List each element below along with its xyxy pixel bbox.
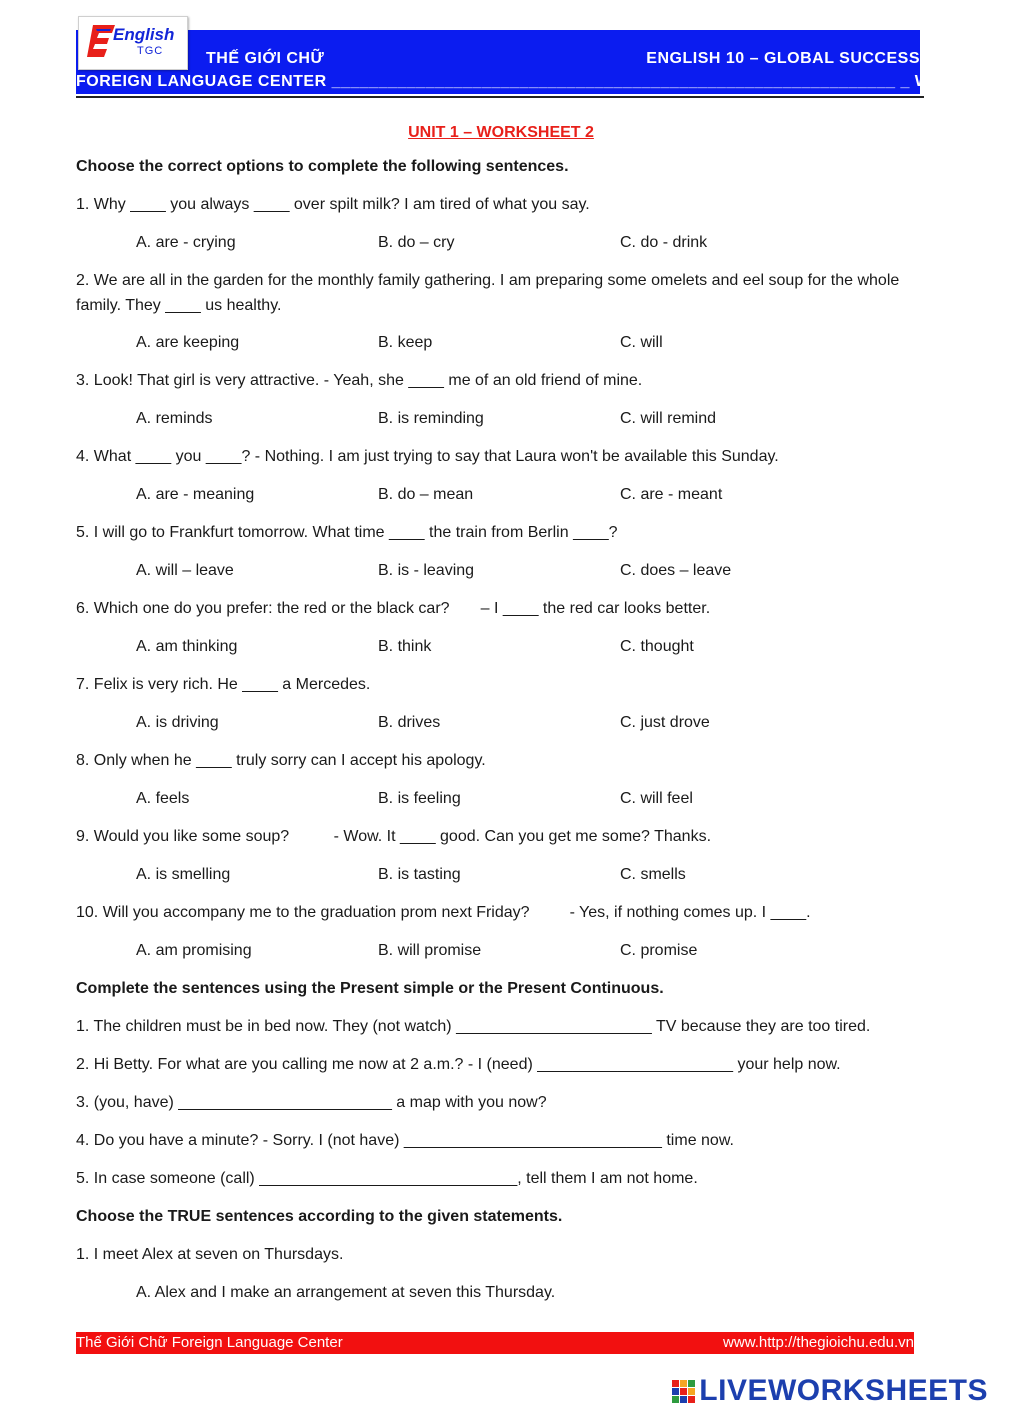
option-b[interactable]: B. do – cry (378, 234, 455, 251)
page-footer (76, 1332, 914, 1354)
options-9 (76, 856, 926, 894)
options-10 (76, 932, 926, 970)
options-1 (76, 224, 926, 262)
question-5: 5. I will go to Frankfurt tomorrow. What time ____ the train from Berlin ____? (76, 524, 618, 541)
option-b[interactable]: B. keep (378, 334, 433, 351)
question-7: 7. Felix is very rich. He ____ a Mercedes. (76, 676, 371, 693)
fill-item-2[interactable]: 2. Hi Betty. For what are you calling me now at 2 a.m.? - I (need) ______________________ your help now. (76, 1056, 841, 1073)
option-c[interactable]: C. does – leave (620, 562, 732, 579)
liveworksheets-logo-icon (672, 1380, 695, 1403)
option-a[interactable]: A. are - crying (136, 234, 236, 251)
option-a[interactable]: A. are - meaning (136, 486, 255, 503)
option-a[interactable]: A. am thinking (136, 638, 238, 655)
option-c[interactable]: C. thought (620, 638, 694, 655)
liveworksheets-watermark (672, 1374, 988, 1408)
logo-word: English (113, 25, 175, 44)
options-5 (76, 552, 926, 590)
logo-sub: TGC (137, 45, 164, 57)
option-a[interactable]: A. are keeping (136, 334, 240, 351)
fill-item-4[interactable]: 4. Do you have a minute? - Sorry. I (not have) _____________________________ time now. (76, 1132, 734, 1149)
option-b[interactable]: B. is reminding (378, 410, 484, 427)
watermark-text: LIVEWORKSHEETS (699, 1374, 988, 1407)
question-8: 8. Only when he ____ truly sorry can I accept his apology. (76, 752, 486, 769)
fill-item-1[interactable]: 1. The children must be in bed now. They (not watch) ______________________ TV because they are too tired. (76, 1018, 871, 1035)
question-9: 9. Would you like some soup? - Wow. It ____ good. Can you get me some? Thanks. (76, 828, 712, 845)
option-a[interactable]: A. will – leave (136, 562, 234, 579)
center-line (76, 73, 1023, 91)
logo (78, 16, 188, 70)
fill-item-3[interactable]: 3. (you, have) ________________________ a map with you now? (76, 1094, 547, 1111)
center-label: FOREIGN LANGUAGE CENTER (76, 73, 327, 90)
section-1-heading: Choose the correct options to complete the following sentences. (76, 158, 569, 175)
option-c[interactable]: C. will feel (620, 790, 693, 807)
brand-name: THẾ GIỚI CHỮ (206, 50, 325, 67)
options-3 (76, 400, 926, 438)
page-header (76, 25, 1023, 96)
page-title: UNIT 1 – WORKSHEET 2 (408, 124, 594, 141)
option-b[interactable]: B. is - leaving (378, 562, 475, 579)
option-b[interactable]: B. do – mean (378, 486, 474, 503)
option-a[interactable]: A. is driving (136, 714, 219, 731)
options-8 (76, 780, 926, 818)
option-b[interactable]: B. think (378, 638, 432, 655)
footer-website-link[interactable]: www.http://thegioichu.edu.vn (723, 1334, 914, 1351)
options-4 (76, 476, 926, 514)
question-2: 2. We are all in the garden for the monthly family gathering. I am preparing some omelets and eel soup for the whole family. They ____ us healthy. (76, 272, 900, 314)
option-c[interactable]: C. promise (620, 942, 698, 959)
option-b[interactable]: B. drives (378, 714, 441, 731)
footer-center-name: Thế Giới Chữ Foreign Language Center (76, 1334, 343, 1351)
question-3: 3. Look! That girl is very attractive. - Yeah, she ____ me of an old friend of mine. (76, 372, 643, 389)
header-divider (76, 96, 924, 98)
statement-1: 1. I meet Alex at seven on Thursdays. (76, 1246, 344, 1263)
option-a[interactable]: A. am promising (136, 942, 252, 959)
option-c[interactable]: C. do - drink (620, 234, 708, 251)
course-name: ENGLISH 10 – GLOBAL SUCCESS (646, 50, 920, 67)
options-7 (76, 704, 926, 742)
section-2-heading: Complete the sentences using the Present simple or the Present Continuous. (76, 980, 664, 997)
question-10: 10. Will you accompany me to the graduation prom next Friday? - Yes, if nothing comes up. I ____. (76, 904, 811, 921)
option-b[interactable]: B. will promise (378, 942, 482, 959)
worksheet-label: _ WORKSHEET (900, 73, 1023, 90)
center-fill: ____________________________________________________________ (331, 73, 896, 90)
question-4: 4. What ____ you ____? - Nothing. I am just trying to say that Laura won't be available this Sunday. (76, 448, 779, 465)
options-6 (76, 628, 926, 666)
option-b[interactable]: B. is tasting (378, 866, 461, 883)
option-c[interactable]: C. smells (620, 866, 686, 883)
question-6: 6. Which one do you prefer: the red or the black car? – I ____ the red car looks better. (76, 600, 711, 617)
section-3-heading: Choose the TRUE sentences according to the given statements. (76, 1208, 563, 1225)
worksheet-body (76, 118, 926, 1312)
option-c[interactable]: C. will remind (620, 410, 717, 427)
option-c[interactable]: C. are - meant (620, 486, 723, 503)
statement-1-option-a[interactable]: A. Alex and I make an arrangement at seven this Thursday. (136, 1284, 556, 1301)
option-c[interactable]: C. will (620, 334, 663, 351)
option-b[interactable]: B. is feeling (378, 790, 461, 807)
option-a[interactable]: A. feels (136, 790, 190, 807)
option-c[interactable]: C. just drove (620, 714, 710, 731)
option-a[interactable]: A. is smelling (136, 866, 231, 883)
question-1: 1. Why ____ you always ____ over spilt milk? I am tired of what you say. (76, 196, 590, 213)
option-a[interactable]: A. reminds (136, 410, 213, 427)
options-2 (76, 324, 926, 362)
fill-item-5[interactable]: 5. In case someone (call) _____________________________, tell them I am not home. (76, 1170, 698, 1187)
